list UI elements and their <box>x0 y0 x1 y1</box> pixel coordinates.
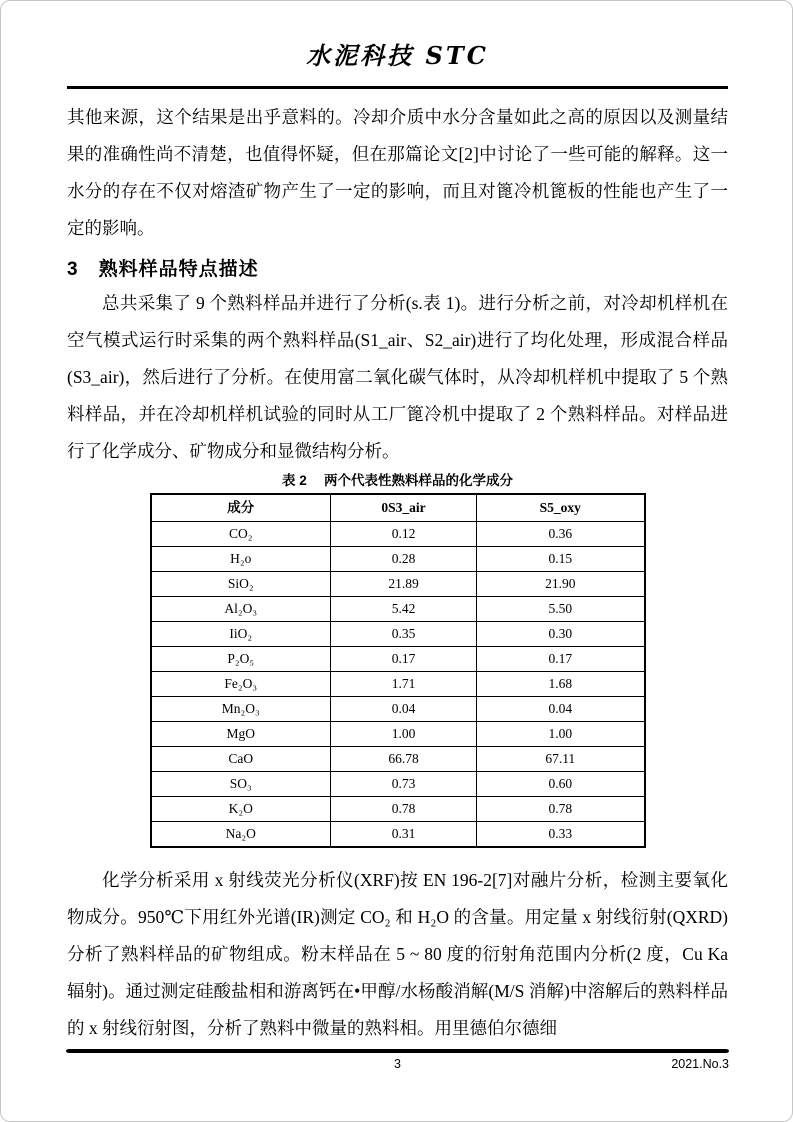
page-footer <box>66 1049 729 1072</box>
value-cell: 0.78 <box>477 796 645 821</box>
value-cell: 21.90 <box>477 571 645 596</box>
value-cell: 5.50 <box>477 596 645 621</box>
table-row <box>151 671 645 696</box>
value-cell: 0.35 <box>331 621 477 646</box>
table-header-cell: S5_oxy <box>477 494 645 522</box>
component-cell: Mn₂O₃ <box>151 696 331 721</box>
value-cell: 0.73 <box>331 771 477 796</box>
component-cell: IiO₂ <box>151 621 331 646</box>
journal-title: 水泥科技 STC <box>306 41 489 70</box>
value-cell: 1.68 <box>477 671 645 696</box>
component-cell: MgO <box>151 721 331 746</box>
table-row <box>151 796 645 821</box>
component-cell: CaO <box>151 746 331 771</box>
table-row <box>151 821 645 847</box>
value-cell: 1.71 <box>331 671 477 696</box>
component-cell: SiO₂ <box>151 571 331 596</box>
value-cell: 66.78 <box>331 746 477 771</box>
component-cell: SO₃ <box>151 771 331 796</box>
paragraph-intro: 其他来源，这个结果是出乎意料的。冷却介质中水分含量如此之高的原因以及测量结果的准确性尚不清楚，也值得怀疑，但在那篇论文[2]中讨论了一些可能的解释。这一水分的存在不仅对熔渣矿物产生了一定的影响，而且对篦冷机篦板的性能也产生了一定的影响。 <box>67 106 728 238</box>
table-row <box>151 621 645 646</box>
page-number: 3 <box>394 1057 401 1071</box>
value-cell: 0.33 <box>477 821 645 847</box>
footer-row <box>66 1056 729 1072</box>
component-cell: H₂o <box>151 546 331 571</box>
value-cell: 0.04 <box>477 696 645 721</box>
value-cell: 1.00 <box>331 721 477 746</box>
value-cell: 0.36 <box>477 521 645 546</box>
table-header-cell: 0S3_air <box>331 494 477 522</box>
issue-label: 2021.No.3 <box>671 1057 729 1071</box>
section-heading: 3 熟料样品特点描述 <box>67 258 259 280</box>
value-cell: 0.17 <box>477 646 645 671</box>
value-cell: 0.30 <box>477 621 645 646</box>
table-row <box>151 696 645 721</box>
component-cell: CO₂ <box>151 521 331 546</box>
value-cell: 0.28 <box>331 546 477 571</box>
table-row <box>151 746 645 771</box>
table-header-row <box>151 494 645 522</box>
table-row <box>151 546 645 571</box>
value-cell: 0.15 <box>477 546 645 571</box>
value-cell: 0.60 <box>477 771 645 796</box>
value-cell: 5.42 <box>331 596 477 621</box>
chemical-composition-table <box>150 493 646 848</box>
paragraph-analysis-methods: 化学分析采用 x 射线荧光分析仪(XRF)按 EN 196-2[7]对融片分析，检测主要氧化物成分。950℃下用红外光谱(IR)测定 CO₂ 和 H₂O 的含量。用定量 x 射线衍射(QXRD)分析了熟料样品的矿物组成。粉末样品在 5 ~ 80 度的衍射角范围内分析(2 度，Cu Ka 辐射)。通过测定硅酸盐相和游离钙在•甲醇/水杨酸消解(M/S 消解)中溶解后的熟料样品的 x 射线衍射图，分析了熟料中微量的熟料相。用里德伯尔德细 <box>67 869 728 1038</box>
component-cell: Al₂O₃ <box>151 596 331 621</box>
value-cell: 1.00 <box>477 721 645 746</box>
table-row <box>151 571 645 596</box>
table-row <box>151 646 645 671</box>
table-row <box>151 596 645 621</box>
table-row <box>151 771 645 796</box>
table-row <box>151 521 645 546</box>
value-cell: 0.04 <box>331 696 477 721</box>
value-cell: 0.31 <box>331 821 477 847</box>
value-cell: 67.11 <box>477 746 645 771</box>
component-cell: Na₂O <box>151 821 331 847</box>
component-cell: P₂O₅ <box>151 646 331 671</box>
table-caption: 表 2 两个代表性熟料样品的化学成分 <box>281 472 513 488</box>
value-cell: 21.89 <box>331 571 477 596</box>
component-cell: K₂O <box>151 796 331 821</box>
header-rule <box>67 86 728 89</box>
page-content <box>1 41 792 1047</box>
value-cell: 0.17 <box>331 646 477 671</box>
component-cell: Fe₂O₃ <box>151 671 331 696</box>
table-header-cell: 成分 <box>151 494 331 522</box>
value-cell: 0.78 <box>331 796 477 821</box>
paragraph-samples: 总共采集了 9 个熟料样品并进行了分析(s.表 1)。进行分析之前，对冷却机样机在空气模式运行时采集的两个熟料样品(S1_air、S2_air)进行了均化处理，形成混合样品(S3_air)，然后进行了分析。在使用富二氧化碳气体时，从冷却机样机中提取了 5 个熟料样品，并在冷却机样机试验的同时从工厂篦冷机中提取了 2 个熟料样品。对样品进行了化学成分、矿物成分和显微结构分析。 <box>67 292 728 461</box>
footer-rule <box>66 1049 729 1053</box>
value-cell: 0.12 <box>331 521 477 546</box>
table-row <box>151 721 645 746</box>
